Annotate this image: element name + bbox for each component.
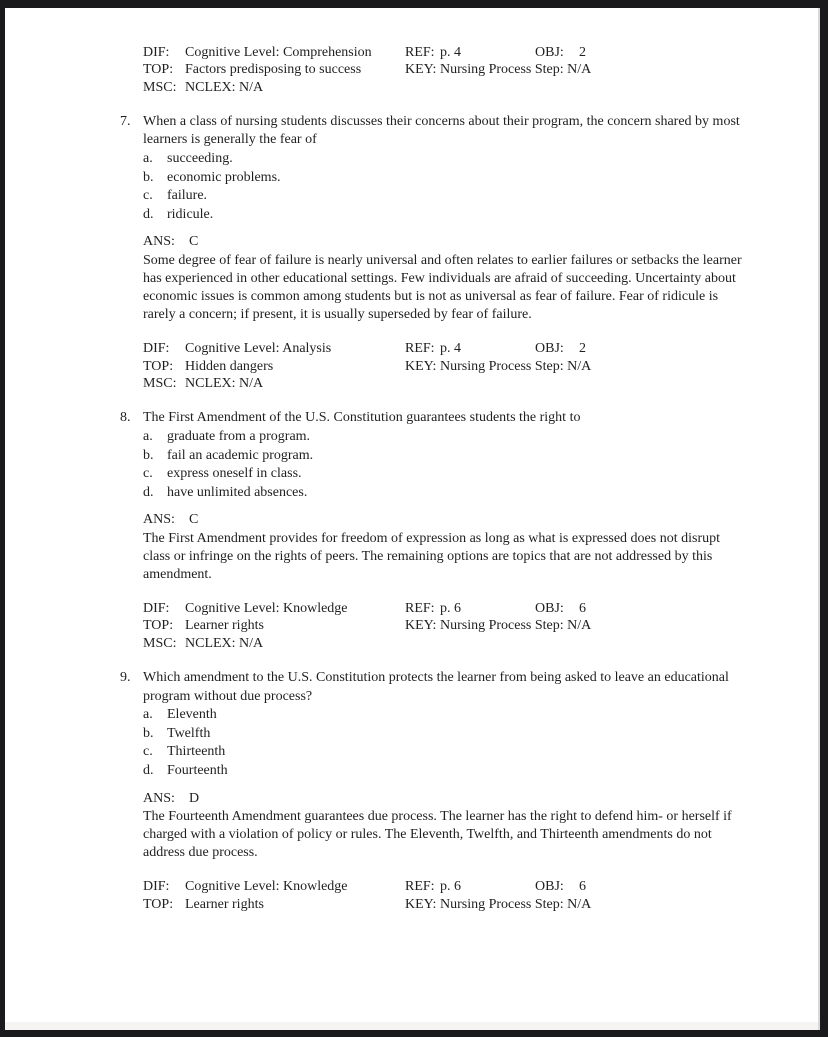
answer-line bbox=[143, 233, 747, 251]
option-row bbox=[143, 187, 747, 206]
option-row bbox=[143, 428, 747, 447]
key-label: KEY: bbox=[405, 618, 437, 634]
question-stem: When a class of nursing students discusses their concerns about their program, the concern shared by most learners is generally the fear of bbox=[143, 113, 740, 148]
page-edge-shading bbox=[5, 1022, 818, 1030]
obj-value: 2 bbox=[579, 45, 586, 60]
rationale-text: The First Amendment provides for freedom of expression as long as what is expressed does not disrupt class or infringe on the rights of peers. The remaining options are topics that are not addressed by this amendment. bbox=[143, 530, 721, 582]
question-8 bbox=[120, 409, 747, 652]
answer-label: ANS: bbox=[143, 234, 175, 250]
ref-label: REF: bbox=[405, 341, 435, 357]
option-letter: b. bbox=[143, 725, 154, 741]
key-label: KEY: bbox=[405, 896, 437, 912]
option-text: graduate from a program. bbox=[167, 428, 311, 444]
metadata-row bbox=[143, 79, 747, 96]
dif-label: DIF: bbox=[143, 879, 170, 895]
option-text: Twelfth bbox=[167, 725, 211, 741]
obj-label: OBJ: bbox=[535, 45, 564, 60]
dif-label: DIF: bbox=[143, 601, 170, 617]
option-row bbox=[143, 169, 747, 188]
answer-label: ANS: bbox=[143, 512, 175, 528]
option-letter: c. bbox=[143, 188, 153, 204]
option-text: express oneself in class. bbox=[167, 466, 302, 482]
ref-value: p. 4 bbox=[440, 45, 461, 60]
option-text: failure. bbox=[167, 188, 208, 204]
obj-label: OBJ: bbox=[535, 601, 564, 617]
answer-block bbox=[143, 790, 747, 863]
option-letter: d. bbox=[143, 206, 154, 222]
top-label: TOP: bbox=[143, 618, 174, 634]
ref-label: REF: bbox=[405, 601, 435, 617]
msc-value: NCLEX: N/A bbox=[185, 635, 264, 651]
option-letter: b. bbox=[143, 169, 154, 185]
option-text: fail an academic program. bbox=[167, 447, 314, 463]
question-stem-row bbox=[120, 409, 747, 428]
metadata-row bbox=[143, 375, 747, 392]
option-row bbox=[143, 725, 747, 744]
metadata-row bbox=[143, 61, 747, 78]
answer-label: ANS: bbox=[143, 790, 175, 806]
obj-label: OBJ: bbox=[535, 341, 564, 357]
msc-value: NCLEX: N/A bbox=[185, 376, 264, 392]
obj-value: 2 bbox=[579, 341, 586, 357]
page-content bbox=[5, 8, 747, 913]
option-letter: b. bbox=[143, 447, 154, 463]
rationale-text: The Fourteenth Amendment guarantees due process. The learner has the right to defend him- or herself if charged with a violation of policy or rules. The Eleventh, Twelfth, and Thirteenth amendments do not address due process. bbox=[143, 808, 732, 861]
answer-line bbox=[143, 790, 747, 808]
question-stem-row bbox=[120, 113, 747, 150]
option-row bbox=[143, 762, 747, 781]
key-label: KEY: bbox=[405, 62, 437, 78]
key-label: KEY: bbox=[405, 358, 437, 374]
dif-label: DIF: bbox=[143, 341, 170, 357]
key-value: Nursing Process Step: N/A bbox=[440, 62, 592, 78]
top-label: TOP: bbox=[143, 62, 174, 78]
ref-value: p. 6 bbox=[440, 601, 461, 617]
msc-label: MSC: bbox=[143, 79, 177, 95]
msc-label: MSC: bbox=[143, 635, 177, 651]
option-letter: a. bbox=[143, 707, 153, 723]
ref-value: p. 6 bbox=[440, 879, 461, 895]
question-stem-row bbox=[120, 669, 747, 706]
obj-value: 6 bbox=[579, 601, 586, 617]
metadata-row bbox=[143, 340, 747, 357]
top-value: Factors predisposing to success bbox=[185, 62, 362, 78]
metadata-row bbox=[143, 44, 747, 61]
dif-value: Cognitive Level: Knowledge bbox=[185, 601, 348, 617]
question-number: 9. bbox=[120, 670, 131, 686]
option-row bbox=[143, 447, 747, 466]
metadata-row bbox=[143, 617, 747, 634]
obj-value: 6 bbox=[579, 879, 586, 895]
question-7 bbox=[120, 113, 747, 392]
option-letter: c. bbox=[143, 466, 153, 482]
msc-label: MSC: bbox=[143, 376, 177, 392]
option-letter: d. bbox=[143, 484, 154, 500]
option-row bbox=[143, 206, 747, 225]
document-page bbox=[5, 8, 820, 1030]
option-text: Eleventh bbox=[167, 707, 217, 723]
leading-metadata-block bbox=[143, 44, 747, 96]
top-label: TOP: bbox=[143, 358, 174, 374]
option-letter: a. bbox=[143, 428, 153, 444]
answer-options bbox=[120, 150, 747, 224]
answer-value: C bbox=[189, 512, 199, 528]
metadata-row bbox=[143, 896, 747, 913]
metadata-row bbox=[143, 600, 747, 617]
answer-options bbox=[120, 428, 747, 502]
option-text: Fourteenth bbox=[167, 763, 228, 778]
metadata-row bbox=[143, 358, 747, 375]
option-row bbox=[143, 743, 747, 762]
question-metadata-block bbox=[143, 600, 747, 652]
key-value: Nursing Process Step: N/A bbox=[440, 358, 592, 374]
option-text: succeeding. bbox=[167, 151, 233, 167]
top-label: TOP: bbox=[143, 896, 174, 912]
rationale-text: Some degree of fear of failure is nearly universal and often relates to earlier failures or setbacks the learner has experienced in other educational settings. Few individuals are afraid of succeeding. Uncertainty about economic issues is common among students but is not as universal as fear of failure. Fear of ridicule is rarely a concern; if present, it is usually superseded by fear of failure. bbox=[143, 252, 742, 323]
question-9 bbox=[120, 669, 747, 913]
answer-line bbox=[143, 511, 747, 529]
top-value: Learner rights bbox=[185, 618, 264, 634]
option-row bbox=[143, 150, 747, 169]
option-letter: d. bbox=[143, 763, 154, 778]
question-stem: Which amendment to the U.S. Constitution protects the learner from being asked to leave an educational program without due process? bbox=[143, 670, 729, 704]
key-value: Nursing Process Step: N/A bbox=[440, 896, 592, 912]
ref-value: p. 4 bbox=[440, 341, 461, 357]
answer-value: C bbox=[189, 234, 199, 250]
ref-label: REF: bbox=[405, 45, 435, 60]
option-letter: a. bbox=[143, 151, 153, 167]
answer-value: D bbox=[189, 790, 200, 806]
ref-label: REF: bbox=[405, 879, 435, 895]
obj-label: OBJ: bbox=[535, 879, 564, 895]
answer-options bbox=[120, 706, 747, 780]
top-value: Hidden dangers bbox=[185, 358, 274, 374]
option-text: Thirteenth bbox=[167, 744, 226, 760]
question-metadata-block bbox=[143, 340, 747, 392]
msc-value: NCLEX: N/A bbox=[185, 79, 264, 95]
question-stem: The First Amendment of the U.S. Constitution guarantees students the right to bbox=[143, 410, 581, 426]
question-metadata-block bbox=[143, 878, 747, 913]
dif-value: Cognitive Level: Comprehension bbox=[185, 45, 372, 60]
question-number: 7. bbox=[120, 113, 131, 129]
option-text: have unlimited absences. bbox=[167, 484, 308, 500]
option-row bbox=[143, 484, 747, 503]
answer-block bbox=[143, 511, 747, 584]
dif-value: Cognitive Level: Knowledge bbox=[185, 879, 348, 895]
question-number: 8. bbox=[120, 410, 131, 426]
option-letter: c. bbox=[143, 744, 153, 760]
answer-block bbox=[143, 233, 747, 324]
metadata-row bbox=[143, 878, 747, 895]
key-value: Nursing Process Step: N/A bbox=[440, 618, 592, 634]
top-value: Learner rights bbox=[185, 896, 264, 912]
option-text: economic problems. bbox=[167, 169, 281, 185]
dif-value: Cognitive Level: Analysis bbox=[185, 341, 332, 357]
option-row bbox=[143, 465, 747, 484]
option-text: ridicule. bbox=[167, 206, 214, 222]
metadata-row bbox=[143, 635, 747, 652]
dif-label: DIF: bbox=[143, 45, 170, 60]
option-row bbox=[143, 706, 747, 725]
